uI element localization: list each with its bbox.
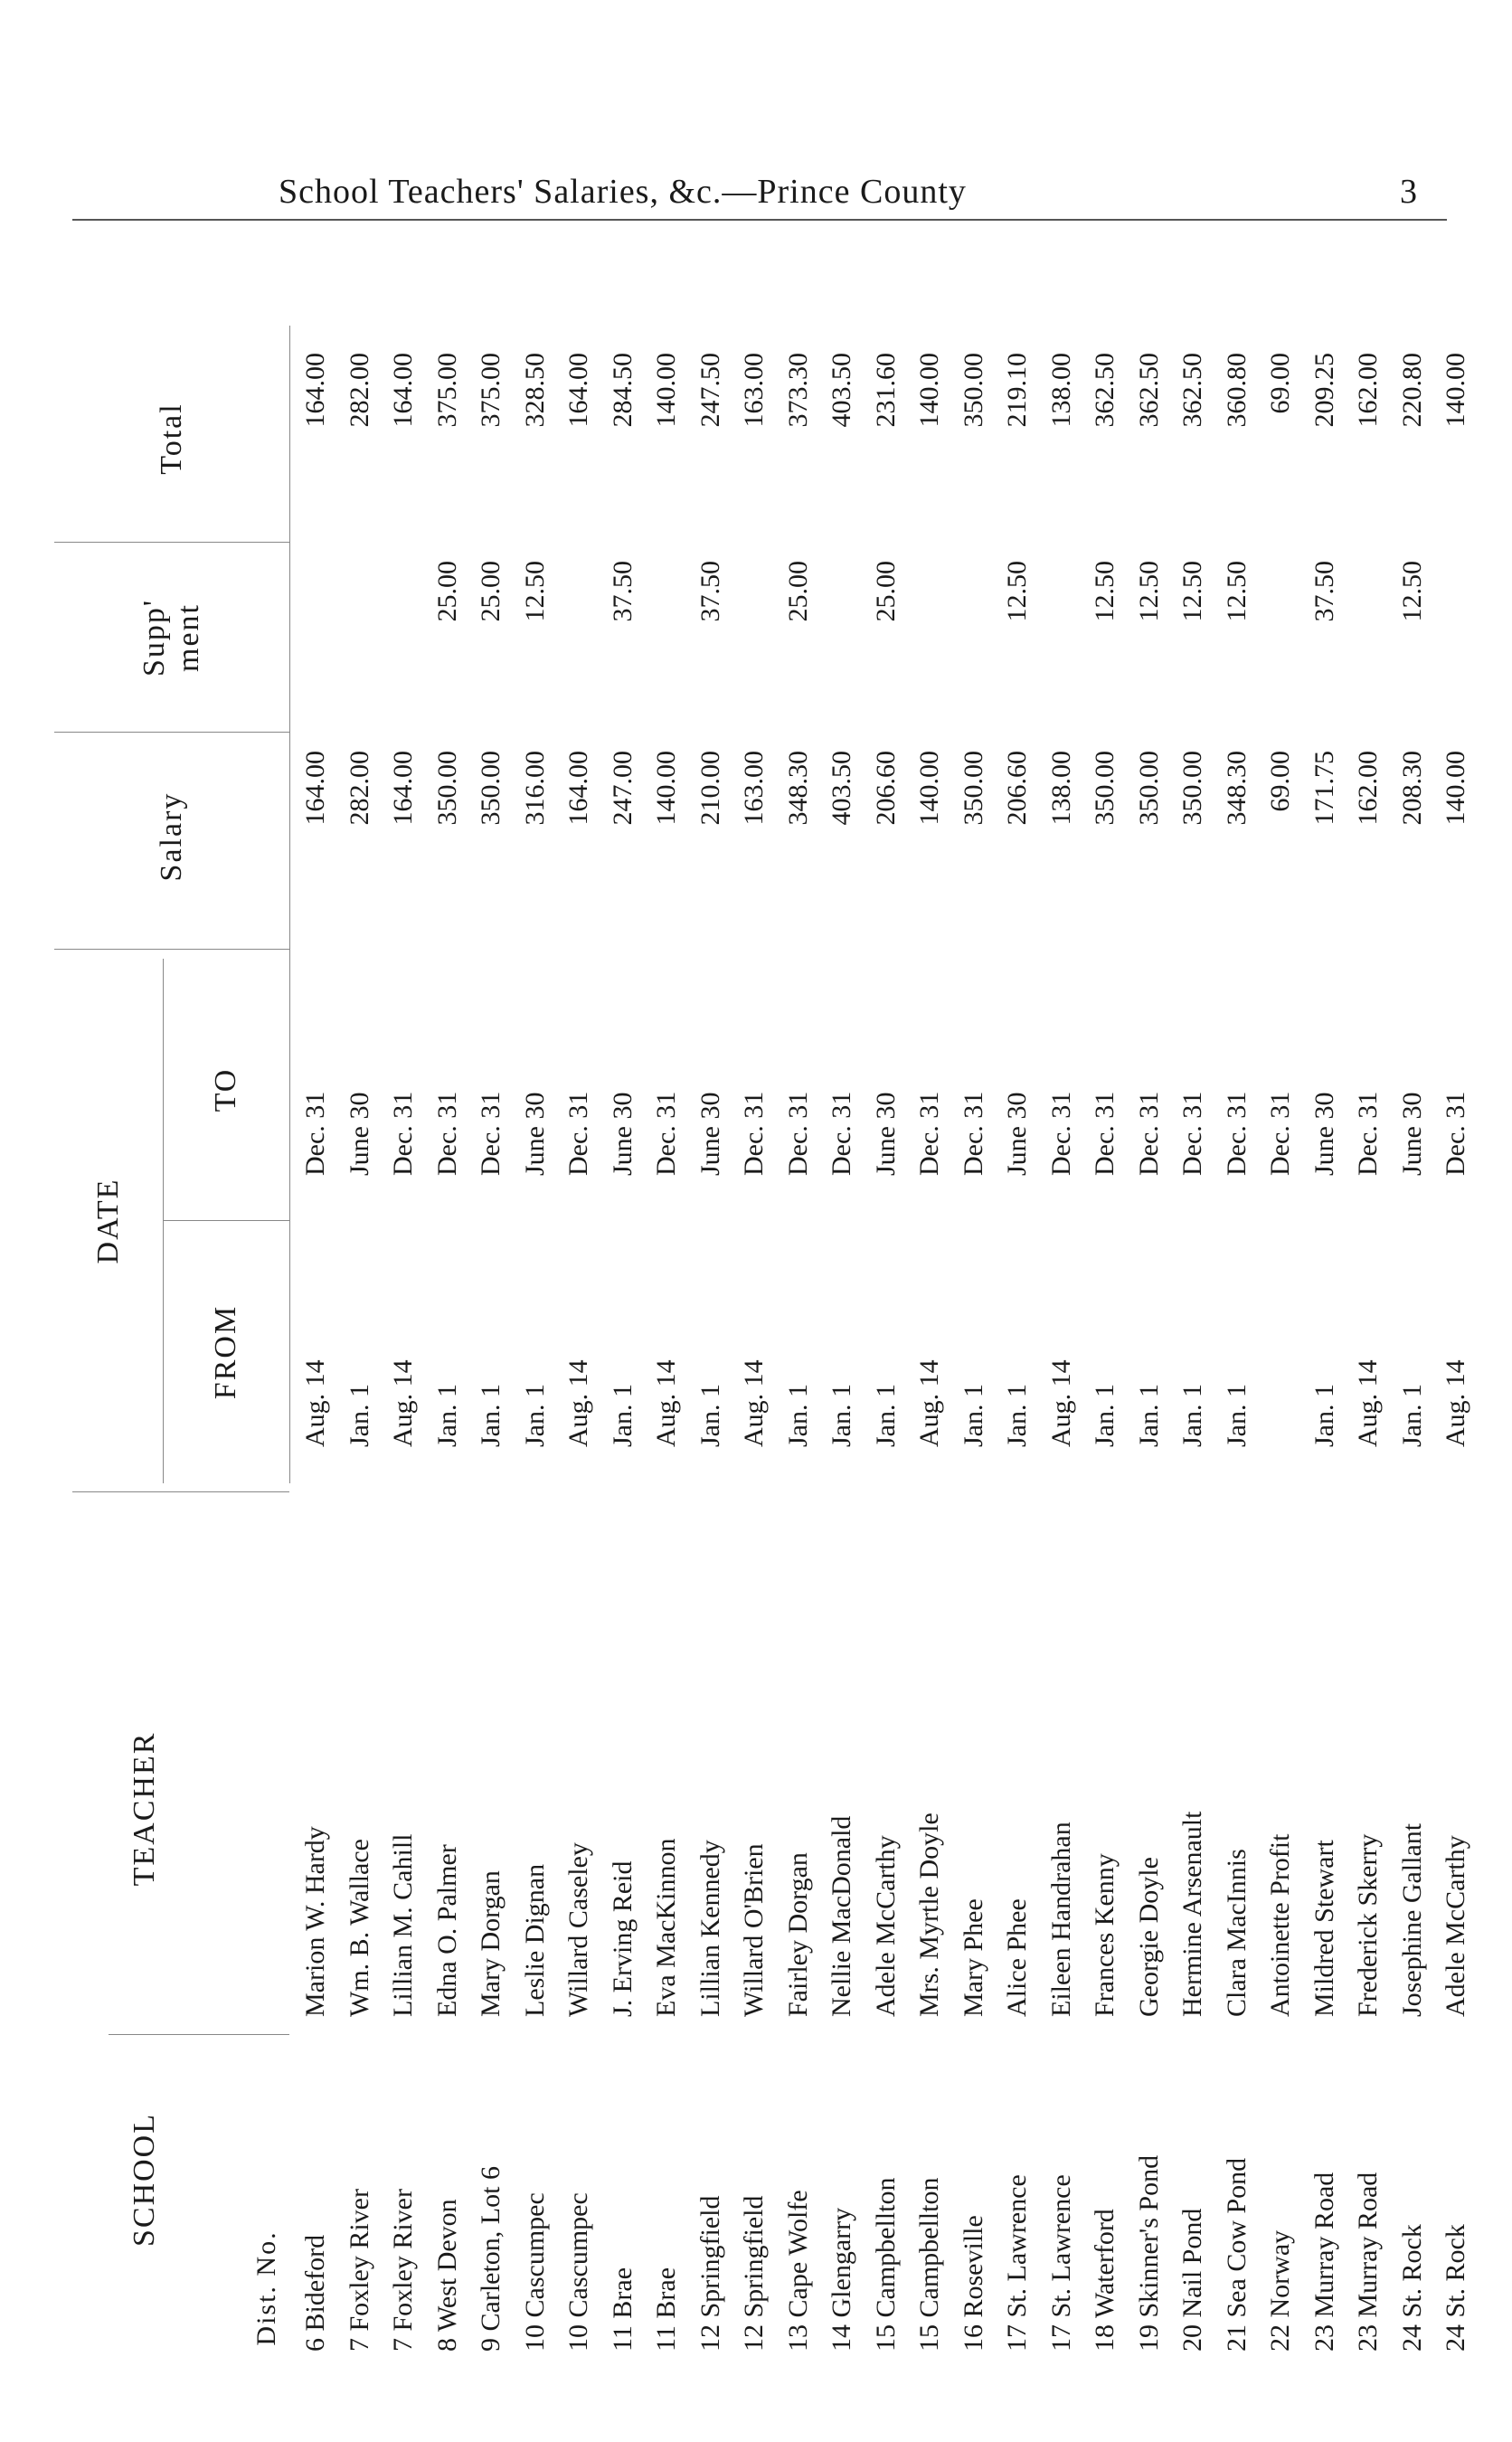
cell-teacher: Willard O'Brien (739, 1843, 769, 2017)
cell-to: Dec. 31 (1045, 1091, 1076, 1176)
cell-school: 6 Bideford (300, 2234, 330, 2352)
cell-school: 10 Cascumpec (519, 2192, 550, 2352)
cell-teacher: Mrs. Myrtle Doyle (914, 1813, 944, 2017)
cell-salary: 164.00 (300, 751, 330, 826)
cell-salary: 350.00 (1090, 751, 1120, 826)
cell-school: 18 Waterford (1090, 2209, 1120, 2352)
cell-total: 362.50 (1090, 353, 1120, 428)
cell-teacher: Fairley Dorgan (782, 1852, 813, 2017)
cell-to: Dec. 31 (827, 1091, 856, 1176)
col-header-supplement: Supp' ment (137, 598, 205, 677)
cell-supplement: 25.00 (870, 561, 901, 622)
cell-salary: 210.00 (695, 751, 725, 826)
cell-supplement: 12.50 (519, 561, 550, 622)
cell-to: Dec. 31 (1441, 1091, 1470, 1176)
cell-teacher: Eva MacKinnon (651, 1838, 681, 2017)
cell-teacher: Wm. B. Wallace (344, 1839, 374, 2017)
cell-salary: 282.00 (344, 751, 374, 826)
cell-to: Dec. 31 (563, 1091, 593, 1176)
cell-from: Jan. 1 (1221, 1384, 1252, 1447)
cell-teacher: Mildred Stewart (1309, 1840, 1339, 2017)
cell-school: 10 Cascumpec (563, 2192, 593, 2352)
cell-from: Aug. 14 (651, 1359, 681, 1447)
cell-to: Dec. 31 (476, 1091, 506, 1176)
cell-school: 11 Brae (607, 2267, 638, 2352)
cell-from: Jan. 1 (1133, 1384, 1164, 1447)
cell-supplement: 37.50 (1309, 561, 1339, 622)
cell-from: Jan. 1 (958, 1384, 988, 1447)
cell-from (1259, 1248, 1302, 1447)
cell-total: 138.00 (1045, 353, 1076, 428)
table-row (1259, 244, 1302, 2388)
table-row (1391, 244, 1434, 2388)
cell-from: Jan. 1 (344, 1384, 374, 1447)
cell-teacher: Lillian Kennedy (695, 1840, 725, 2017)
page-number: 3 (1400, 173, 1417, 211)
col-header-total: Total (155, 402, 188, 475)
table-row (908, 244, 951, 2388)
cell-school: 12 Springfield (695, 2195, 725, 2352)
table-row (426, 244, 469, 2388)
rule-header-bottom (289, 326, 290, 1483)
cell-salary: 350.00 (476, 751, 506, 826)
cell-to: June 30 (1002, 1092, 1032, 1176)
cell-school: 21 Sea Cow Pond (1221, 2157, 1252, 2352)
cell-teacher: Adele McCarthy (1441, 1835, 1470, 2017)
cell-school: 15 Campbellton (914, 2177, 944, 2352)
cell-teacher: Edna O. Palmer (431, 1844, 462, 2017)
cell-teacher: Josephine Gallant (1396, 1822, 1427, 2017)
cell-salary: 206.60 (1002, 751, 1032, 826)
cell-total: 375.00 (476, 353, 506, 428)
col-header-to: TO (209, 1067, 242, 1112)
table-row (645, 244, 688, 2388)
cell-total: 247.50 (695, 353, 725, 428)
cell-supplement (820, 561, 864, 715)
cell-salary: 140.00 (651, 751, 681, 826)
cell-total: 403.50 (827, 353, 856, 428)
cell-teacher: Antoinette Profit (1265, 1833, 1295, 2017)
cell-total: 140.00 (1441, 353, 1470, 428)
cell-to: Dec. 31 (1221, 1091, 1252, 1176)
cell-total: 282.00 (344, 353, 374, 428)
cell-total: 162.00 (1353, 353, 1383, 428)
cell-teacher: Georgie Doyle (1133, 1857, 1164, 2017)
cell-from: Aug. 14 (1441, 1359, 1470, 1447)
cell-salary: 140.00 (914, 751, 944, 826)
rule-teacher (72, 1491, 289, 1492)
cell-from: Jan. 1 (1309, 1384, 1339, 1447)
cell-supplement: 12.50 (1090, 561, 1120, 622)
cell-teacher: Frances Kenny (1090, 1853, 1120, 2017)
table-row (865, 244, 908, 2388)
cell-to: Dec. 31 (914, 1091, 944, 1176)
cell-total: 140.00 (914, 353, 944, 428)
header-rule (72, 219, 1447, 221)
cell-school: 17 St. Lawrence (1045, 2174, 1076, 2352)
cell-teacher: Lillian M. Cahill (388, 1833, 418, 2017)
rule-school (109, 2034, 289, 2035)
cell-to: June 30 (1396, 1092, 1427, 1176)
cell-salary: 163.00 (739, 751, 769, 826)
cell-to: June 30 (695, 1092, 725, 1176)
cell-to: Dec. 31 (1090, 1091, 1120, 1176)
cell-supplement: 12.50 (1177, 561, 1207, 622)
table-row (1215, 244, 1259, 2388)
cell-to: June 30 (344, 1092, 374, 1176)
rule-supplement (54, 542, 289, 543)
table-row (996, 244, 1039, 2388)
page-title: School Teachers' Salaries, &c.—Prince County (279, 173, 967, 211)
cell-from: Jan. 1 (431, 1384, 462, 1447)
cell-school: 8 West Devon (431, 2199, 462, 2352)
cell-school: 7 Foxley River (344, 2189, 374, 2352)
cell-school: 24 St. Rock (1396, 2224, 1427, 2352)
cell-supplement: 12.50 (1133, 561, 1164, 622)
cell-school: 22 Norway (1265, 2229, 1295, 2352)
cell-teacher: Clara MacInnis (1221, 1849, 1252, 2017)
cell-supplement: 25.00 (476, 561, 506, 622)
cell-teacher: J. Erving Reid (607, 1860, 638, 2017)
cell-school: 11 Brae (651, 2267, 681, 2352)
cell-to: Dec. 31 (651, 1091, 681, 1176)
cell-salary: 140.00 (1441, 751, 1470, 826)
cell-salary: 138.00 (1045, 751, 1076, 826)
cell-to: Dec. 31 (782, 1091, 813, 1176)
cell-school: 17 St. Lawrence (1002, 2174, 1032, 2352)
cell-total: 164.00 (300, 353, 330, 428)
cell-supplement (1259, 561, 1302, 715)
col-header-salary: Salary (155, 791, 188, 882)
col-header-school: SCHOOL (128, 2112, 161, 2248)
table-row (1347, 244, 1390, 2388)
cell-to: Dec. 31 (1133, 1091, 1164, 1176)
cell-salary: 69.00 (1265, 751, 1295, 812)
cell-teacher: Eileen Handrahan (1045, 1822, 1076, 2017)
cell-salary: 350.00 (431, 751, 462, 826)
cell-total: 231.60 (870, 353, 901, 428)
cell-teacher: Nellie MacDonald (827, 1815, 856, 2017)
cell-from: Jan. 1 (519, 1384, 550, 1447)
salary-table (54, 244, 1470, 2388)
cell-to: Dec. 31 (958, 1091, 988, 1176)
cell-salary: 206.60 (870, 751, 901, 826)
table-row (469, 244, 513, 2388)
cell-total: 373.30 (782, 353, 813, 428)
cell-supplement: 12.50 (1002, 561, 1032, 622)
cell-teacher: Leslie Dignan (519, 1863, 550, 2017)
cell-salary: 350.00 (958, 751, 988, 826)
cell-supplement (645, 561, 688, 715)
cell-from: Jan. 1 (476, 1384, 506, 1447)
cell-from: Jan. 1 (695, 1384, 725, 1447)
table-row (557, 244, 600, 2388)
cell-from: Jan. 1 (782, 1384, 813, 1447)
cell-teacher: Hermine Arsenault (1177, 1811, 1207, 2017)
cell-teacher: Marion W. Hardy (300, 1826, 330, 2017)
col-header-dist-no: Dist. No. (251, 2230, 281, 2346)
col-header-teacher: TEACHER (128, 1731, 161, 1887)
cell-school: 9 Carleton, Lot 6 (476, 2166, 506, 2352)
cell-supplement: 37.50 (607, 561, 638, 622)
cell-school: 23 Murray Road (1309, 2172, 1339, 2352)
cell-total: 362.50 (1177, 353, 1207, 428)
cell-from: Jan. 1 (1396, 1384, 1427, 1447)
table-header (54, 244, 289, 2388)
cell-from: Aug. 14 (1045, 1359, 1076, 1447)
cell-supplement: 25.00 (431, 561, 462, 622)
cell-school: 12 Springfield (739, 2195, 769, 2352)
table-row (1171, 244, 1214, 2388)
cell-salary: 348.30 (782, 751, 813, 826)
salary-table-rotated (54, 244, 1470, 2388)
cell-to: June 30 (870, 1092, 901, 1176)
cell-supplement: 12.50 (1396, 561, 1427, 622)
cell-total: 164.00 (388, 353, 418, 428)
table-row (1434, 244, 1478, 2388)
cell-total: 140.00 (651, 353, 681, 428)
col-header-from: FROM (209, 1304, 242, 1400)
cell-from: Jan. 1 (1090, 1384, 1120, 1447)
cell-from: Aug. 14 (300, 1359, 330, 1447)
cell-salary: 208.30 (1396, 751, 1427, 826)
cell-total: 284.50 (607, 353, 638, 428)
cell-school: 14 Glengarry (827, 2207, 856, 2352)
cell-from: Aug. 14 (388, 1359, 418, 1447)
cell-total: 362.50 (1133, 353, 1164, 428)
table-row (952, 244, 996, 2388)
cell-total: 350.00 (958, 353, 988, 428)
table-row (514, 244, 557, 2388)
cell-to: Dec. 31 (1265, 1091, 1295, 1176)
cell-supplement: 37.50 (695, 561, 725, 622)
cell-school: 15 Campbellton (870, 2177, 901, 2352)
table-row (1303, 244, 1347, 2388)
table-row (1128, 244, 1171, 2388)
table-row (1083, 244, 1127, 2388)
page-header (0, 172, 1512, 217)
cell-school: 24 St. Rock (1441, 2224, 1470, 2352)
cell-to: Dec. 31 (739, 1091, 769, 1176)
cell-total: 328.50 (519, 353, 550, 428)
cell-supplement (952, 561, 996, 715)
cell-school: 7 Foxley River (388, 2189, 418, 2352)
table-row (601, 244, 645, 2388)
table-row (1040, 244, 1083, 2388)
cell-salary: 316.00 (519, 751, 550, 826)
cell-total: 209.25 (1309, 353, 1339, 428)
cell-to: Dec. 31 (431, 1091, 462, 1176)
cell-school: 23 Murray Road (1353, 2172, 1383, 2352)
cell-to: Dec. 31 (388, 1091, 418, 1176)
table-row (732, 244, 776, 2388)
cell-salary: 348.30 (1221, 751, 1252, 826)
cell-supplement (1347, 561, 1390, 715)
cell-from: Jan. 1 (607, 1384, 638, 1447)
cell-total: 375.00 (431, 353, 462, 428)
cell-from: Aug. 14 (1353, 1359, 1383, 1447)
cell-supplement (1040, 561, 1083, 715)
cell-total: 163.00 (739, 353, 769, 428)
cell-to: June 30 (607, 1092, 638, 1176)
cell-salary: 247.00 (607, 751, 638, 826)
cell-to: Dec. 31 (300, 1091, 330, 1176)
table-row (338, 244, 382, 2388)
cell-total: 220.80 (1396, 353, 1427, 428)
cell-teacher: Frederick Skerry (1353, 1833, 1383, 2017)
cell-school: 16 Roseville (958, 2215, 988, 2352)
cell-supplement (557, 561, 600, 715)
cell-school: 20 Nail Pond (1177, 2208, 1207, 2352)
cell-supplement (338, 561, 382, 715)
table-row (382, 244, 425, 2388)
table-row (689, 244, 732, 2388)
cell-supplement (732, 561, 776, 715)
cell-from: Jan. 1 (1177, 1384, 1207, 1447)
cell-from: Aug. 14 (914, 1359, 944, 1447)
table-row (820, 244, 864, 2388)
col-header-date: DATE (91, 1178, 125, 1264)
cell-to: Dec. 31 (1177, 1091, 1207, 1176)
cell-total: 219.10 (1002, 353, 1032, 428)
cell-salary: 171.75 (1309, 751, 1339, 826)
cell-school: 13 Cape Wolfe (782, 2190, 813, 2352)
cell-school: 19 Skinner's Pond (1133, 2154, 1164, 2352)
cell-teacher: Alice Phee (1002, 1898, 1032, 2017)
table-row (294, 244, 337, 2388)
cell-from: Jan. 1 (1002, 1384, 1032, 1447)
cell-to: June 30 (1309, 1092, 1339, 1176)
cell-teacher: Willard Caseley (563, 1842, 593, 2017)
cell-teacher: Mary Dorgan (476, 1870, 506, 2017)
cell-salary: 403.50 (827, 751, 856, 826)
cell-from: Aug. 14 (563, 1359, 593, 1447)
cell-supplement (908, 561, 951, 715)
rule-date (163, 959, 164, 1483)
cell-supplement: 12.50 (1221, 561, 1252, 622)
cell-to: June 30 (519, 1092, 550, 1176)
rule-from (163, 1220, 289, 1221)
cell-to: Dec. 31 (1353, 1091, 1383, 1176)
rule-salary (54, 732, 289, 733)
cell-supplement: 25.00 (782, 561, 813, 622)
cell-salary: 350.00 (1133, 751, 1164, 826)
cell-salary: 164.00 (388, 751, 418, 826)
cell-supplement (294, 561, 337, 715)
cell-total: 69.00 (1265, 353, 1295, 414)
cell-total: 164.00 (563, 353, 593, 428)
cell-from: Jan. 1 (870, 1384, 901, 1447)
cell-teacher: Mary Phee (958, 1898, 988, 2017)
cell-supplement (382, 561, 425, 715)
cell-teacher: Adele McCarthy (870, 1835, 901, 2017)
cell-salary: 164.00 (563, 751, 593, 826)
table-row (777, 244, 820, 2388)
cell-total: 360.80 (1221, 353, 1252, 428)
cell-salary: 350.00 (1177, 751, 1207, 826)
cell-supplement (1434, 561, 1478, 715)
cell-salary: 162.00 (1353, 751, 1383, 826)
cell-from: Jan. 1 (827, 1384, 856, 1447)
cell-from: Aug. 14 (739, 1359, 769, 1447)
rule-to (54, 949, 289, 950)
